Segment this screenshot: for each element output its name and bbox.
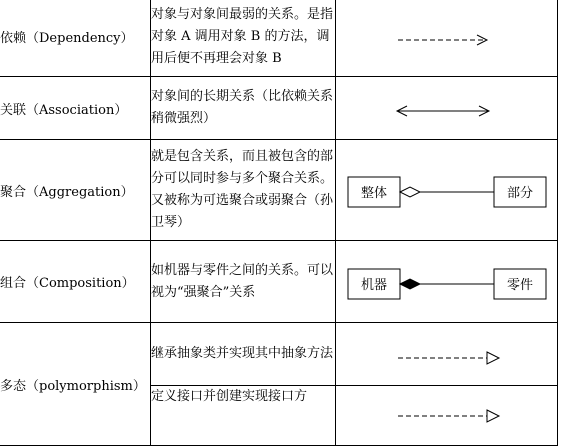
- relation-desc-cell: [151, 241, 336, 323]
- whole-box-label: 整体: [360, 185, 388, 201]
- relation-desc-cell: [151, 386, 336, 446]
- hollow-triangle-icon: [487, 352, 499, 364]
- table-row: [0, 323, 558, 386]
- relation-description: 就是包含关系，而且被包含的部分可以同时参与多个聚合关系。又被称为可选聚合或弱聚合（孙卫琴）: [151, 149, 334, 230]
- machine-box-label: 机器: [360, 277, 388, 293]
- table-row: [0, 0, 558, 77]
- relation-figure-cell: [336, 77, 558, 140]
- relation-name-cell: [0, 140, 151, 241]
- relation-name-cell: [0, 241, 151, 323]
- relation-name-cell: [0, 77, 151, 140]
- hollow-triangle-icon: [487, 410, 499, 422]
- table-row: [0, 241, 558, 323]
- relation-description: 继承抽象类并实现其中抽象方法: [151, 346, 334, 361]
- relation-desc-cell: [151, 140, 336, 241]
- relation-figure-cell: [336, 140, 558, 241]
- filled-diamond-icon: [400, 279, 420, 289]
- composition-figure: [336, 242, 557, 322]
- association-arrow-figure: [336, 78, 557, 139]
- relation-desc-cell: [151, 323, 336, 386]
- relation-description: 定义接口并创建实现接口方: [151, 389, 308, 404]
- relation-figure-cell: [336, 0, 558, 77]
- relation-figure-cell: [336, 323, 558, 386]
- hollow-diamond-icon: [400, 187, 420, 197]
- interface-realization-figure: [336, 386, 557, 444]
- relation-name: 关联（Association）: [0, 102, 128, 118]
- relation-figure-cell: [336, 241, 558, 323]
- dependency-arrow-figure: [336, 0, 557, 76]
- relation-description: 对象与对象间最弱的关系。是指对象 A 调用对象 B 的方法，调用后便不再理会对象 B: [151, 6, 334, 66]
- relation-name: 组合（Composition）: [0, 276, 135, 291]
- relation-name: 多态（polymorphism）: [0, 378, 146, 394]
- relation-desc-cell: [151, 77, 336, 140]
- relation-name-cell: [0, 323, 151, 446]
- relation-name: 聚合（Aggregation）: [0, 184, 134, 200]
- table-row: [0, 140, 558, 241]
- relation-description: 对象间的长期关系（比依赖关系稍微强烈）: [151, 89, 334, 126]
- component-box-label: 零件: [506, 277, 534, 293]
- relation-description: 如机器与零件之间的关系。可以视为“强聚合”关系: [151, 262, 334, 300]
- part-box-label: 部分: [506, 185, 534, 201]
- aggregation-figure: [336, 141, 557, 240]
- table-row: [0, 77, 558, 140]
- relation-name: 依赖（Dependency）: [0, 31, 134, 46]
- inheritance-figure: [336, 324, 557, 385]
- relation-figure-cell: [336, 386, 558, 446]
- relation-desc-cell: [151, 0, 336, 77]
- relation-name-cell: [0, 0, 151, 77]
